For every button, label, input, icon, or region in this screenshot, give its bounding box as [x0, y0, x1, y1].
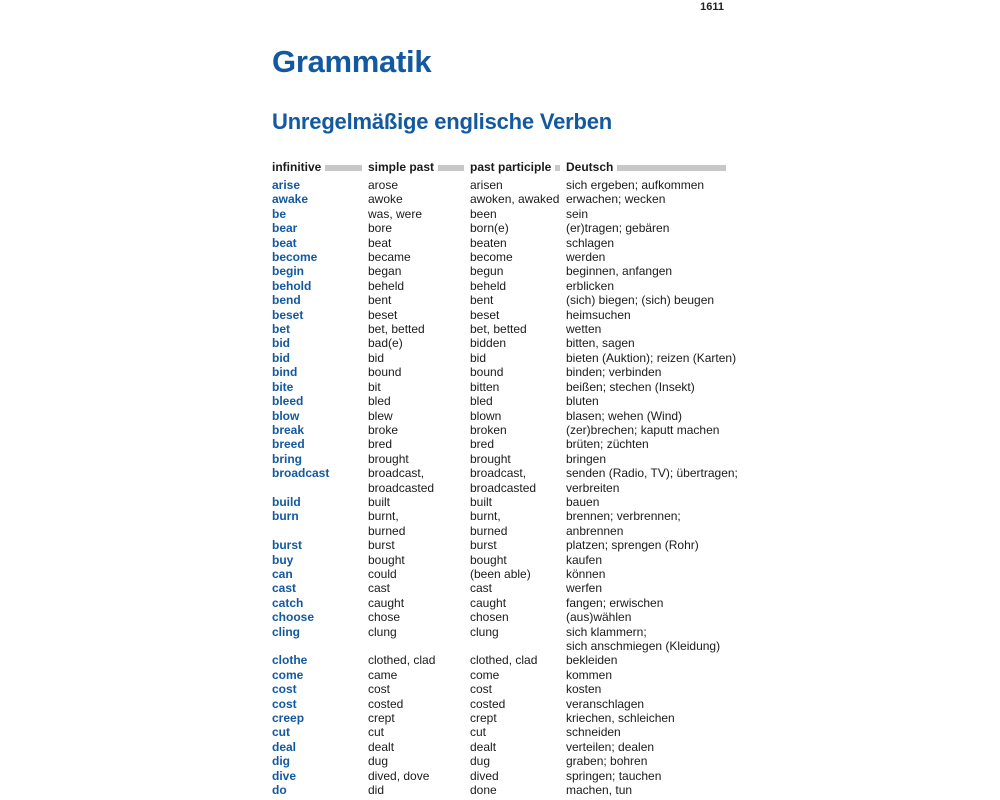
simple-past-cell: chose: [368, 610, 401, 625]
simple-past-cell: cost: [368, 682, 391, 697]
past-participle-cell: awoken, awaked: [470, 192, 560, 207]
infinitive-cell: cast: [272, 581, 297, 596]
table-row: [272, 481, 726, 495]
infinitive-cell: become: [272, 250, 318, 265]
infinitive-cell: build: [272, 494, 301, 509]
table-row: [272, 524, 726, 538]
header-label: infinitive: [272, 160, 322, 174]
table-row: [272, 754, 726, 768]
header-infinitive: [272, 160, 368, 174]
deutsch-cell: sein: [566, 206, 589, 221]
simple-past-cell: cut: [368, 725, 385, 740]
table-row: [272, 682, 726, 696]
infinitive-cell: [272, 639, 368, 653]
infinitive-cell: clothe: [272, 653, 308, 668]
infinitive-cell: dive: [272, 768, 297, 783]
simple-past-cell: clothed, clad: [368, 653, 436, 668]
past-participle-cell: bled: [470, 394, 493, 409]
deutsch-cell: beginnen, anfangen: [566, 264, 673, 279]
simple-past-cell: bit: [368, 379, 381, 394]
past-participle-cell: bet, betted: [470, 322, 527, 337]
simple-past-cell: built: [368, 494, 391, 509]
deutsch-cell: machen, tun: [566, 783, 633, 798]
infinitive-cell: bet: [272, 322, 290, 337]
header-label: past participle: [470, 160, 552, 174]
simple-past-cell: cast: [368, 581, 391, 596]
table-row: [272, 553, 726, 567]
deutsch-cell: bekleiden: [566, 653, 618, 668]
simple-past-cell: caught: [368, 595, 405, 610]
deutsch-cell: kosten: [566, 682, 602, 697]
table-row: [272, 409, 726, 423]
simple-past-cell: was, were: [368, 206, 423, 221]
past-participle-cell: cost: [470, 682, 493, 697]
infinitive-cell: break: [272, 422, 305, 437]
table-row: [272, 207, 726, 221]
past-participle-cell: broadcast,: [470, 466, 527, 481]
deutsch-cell: verbreiten: [566, 480, 620, 495]
deutsch-cell: kriechen, schleichen: [566, 711, 675, 726]
past-participle-cell: born(e): [470, 221, 509, 236]
simple-past-cell: dug: [368, 754, 389, 769]
simple-past-cell: bled: [368, 394, 391, 409]
table-row: [272, 365, 726, 379]
table-row: [272, 653, 726, 667]
past-participle-cell: clothed, clad: [470, 653, 538, 668]
simple-past-cell: came: [368, 667, 398, 682]
deutsch-cell: springen; tauchen: [566, 768, 662, 783]
infinitive-cell: burn: [272, 509, 299, 524]
deutsch-cell: beißen; stechen (Insekt): [566, 379, 695, 394]
past-participle-cell: [470, 639, 566, 653]
infinitive-cell: beset: [272, 307, 304, 322]
table-row: [272, 581, 726, 595]
header-label: simple past: [368, 160, 435, 174]
infinitive-cell: behold: [272, 278, 312, 293]
table-row: [272, 452, 726, 466]
deutsch-cell: blasen; wehen (Wind): [566, 408, 683, 423]
infinitive-cell: deal: [272, 739, 297, 754]
past-participle-cell: built: [470, 494, 493, 509]
simple-past-cell: became: [368, 250, 411, 265]
table-row: [272, 639, 726, 653]
infinitive-cell: cost: [272, 696, 297, 711]
deutsch-cell: sich anschmiegen (Kleidung): [566, 639, 721, 653]
infinitive-cell: cut: [272, 725, 290, 740]
simple-past-cell: bent: [368, 293, 392, 308]
deutsch-cell: erblicken: [566, 278, 615, 293]
infinitive-cell: bind: [272, 365, 298, 380]
simple-past-cell: crept: [368, 711, 395, 726]
table-row: [272, 538, 726, 552]
simple-past-cell: began: [368, 264, 402, 279]
deutsch-cell: bringen: [566, 451, 607, 466]
table-body: [272, 178, 738, 798]
simple-past-cell: bore: [368, 221, 393, 236]
verb-table: [272, 158, 738, 798]
deutsch-cell: fangen; erwischen: [566, 595, 664, 610]
past-participle-cell: beaten: [470, 235, 507, 250]
past-participle-cell: crept: [470, 711, 497, 726]
past-participle-cell: done: [470, 783, 497, 798]
past-participle-cell: bent: [470, 293, 494, 308]
past-participle-cell: bitten: [470, 379, 500, 394]
deutsch-cell: bauen: [566, 494, 600, 509]
simple-past-cell: bid: [368, 350, 385, 365]
simple-past-cell: bet, betted: [368, 322, 425, 337]
infinitive-cell: breed: [272, 437, 305, 452]
past-participle-cell: (been able): [470, 566, 531, 581]
simple-past-cell: awoke: [368, 192, 403, 207]
table-header: [272, 158, 726, 176]
table-row: [272, 221, 726, 235]
past-participle-cell: been: [470, 206, 497, 221]
infinitive-cell: bear: [272, 221, 298, 236]
deutsch-cell: heimsuchen: [566, 307, 631, 322]
infinitive-cell: bite: [272, 379, 294, 394]
deutsch-cell: binden; verbinden: [566, 365, 662, 380]
table-row: [272, 322, 726, 336]
past-participle-cell: burst: [470, 538, 497, 553]
deutsch-cell: verteilen; dealen: [566, 739, 655, 754]
table-row: [272, 178, 726, 192]
simple-past-cell: did: [368, 783, 385, 798]
table-row: [272, 423, 726, 437]
simple-past-cell: bought: [368, 552, 405, 567]
simple-past-cell: blew: [368, 408, 393, 423]
table-row: [272, 394, 726, 408]
past-participle-cell: broken: [470, 422, 507, 437]
simple-past-cell: beheld: [368, 278, 405, 293]
infinitive-cell: bleed: [272, 394, 304, 409]
table-row: [272, 293, 726, 307]
infinitive-cell: [272, 524, 368, 538]
deutsch-cell: sich ergeben; aufkommen: [566, 178, 705, 192]
infinitive-cell: choose: [272, 610, 315, 625]
deutsch-cell: graben; bohren: [566, 754, 648, 769]
simple-past-cell: broke: [368, 422, 399, 437]
past-participle-cell: bid: [470, 350, 487, 365]
table-row: [272, 264, 726, 278]
header-simple-past: [368, 160, 470, 174]
infinitive-cell: blow: [272, 408, 300, 423]
past-participle-cell: beset: [470, 307, 500, 322]
header-deutsch: [566, 160, 726, 174]
simple-past-cell: arose: [368, 178, 399, 192]
infinitive-cell: dig: [272, 754, 290, 769]
table-row: [272, 725, 726, 739]
past-participle-cell: become: [470, 250, 513, 265]
infinitive-cell: bid: [272, 350, 290, 365]
past-participle-cell: bought: [470, 552, 507, 567]
deutsch-cell: können: [566, 566, 606, 581]
past-participle-cell: clung: [470, 624, 499, 639]
past-participle-cell: burnt,: [470, 509, 501, 524]
simple-past-cell: burnt,: [368, 509, 399, 524]
infinitive-cell: begin: [272, 264, 304, 279]
header-rule: [617, 165, 726, 171]
past-participle-cell: bound: [470, 365, 504, 380]
deutsch-cell: bieten (Auktion); reizen (Karten): [566, 350, 737, 365]
past-participle-cell: bred: [470, 437, 495, 452]
infinitive-cell: creep: [272, 711, 305, 726]
past-participle-cell: caught: [470, 595, 507, 610]
table-row: [272, 740, 726, 754]
past-participle-cell: bidden: [470, 336, 507, 351]
header-rule: [555, 165, 560, 171]
deutsch-cell: werden: [566, 250, 606, 265]
past-participle-cell: brought: [470, 451, 511, 466]
simple-past-cell: burned: [368, 523, 406, 538]
past-participle-cell: dived: [470, 768, 499, 783]
simple-past-cell: costed: [368, 696, 404, 711]
infinitive-cell: buy: [272, 552, 294, 567]
deutsch-cell: platzen; sprengen (Rohr): [566, 538, 699, 553]
deutsch-cell: brennen; verbrennen;: [566, 509, 681, 524]
table-row: [272, 192, 726, 206]
past-participle-cell: blown: [470, 408, 502, 423]
table-row: [272, 350, 737, 365]
deutsch-cell: (aus)wählen: [566, 610, 632, 625]
infinitive-cell: broadcast: [272, 466, 330, 481]
simple-past-cell: bad(e): [368, 336, 403, 351]
infinitive-cell: awake: [272, 192, 309, 207]
infinitive-cell: arise: [272, 178, 301, 192]
deutsch-cell: schneiden: [566, 725, 621, 740]
past-participle-cell: beheld: [470, 278, 507, 293]
infinitive-cell: bring: [272, 451, 302, 466]
simple-past-cell: broadcast,: [368, 466, 425, 481]
page-title: Grammatik: [272, 44, 432, 79]
past-participle-cell: come: [470, 667, 500, 682]
deutsch-cell: bluten: [566, 394, 599, 409]
simple-past-cell: brought: [368, 451, 409, 466]
table-row: [272, 567, 726, 581]
deutsch-cell: anbrennen: [566, 523, 624, 538]
table-row: [272, 250, 726, 264]
header-rule: [438, 165, 464, 171]
simple-past-cell: bred: [368, 437, 393, 452]
table-row: [272, 236, 726, 250]
table-row: [272, 308, 726, 322]
deutsch-cell: kaufen: [566, 552, 603, 567]
table-row: [272, 668, 726, 682]
table-row: [272, 625, 726, 639]
deutsch-cell: (sich) biegen; (sich) beugen: [566, 293, 715, 308]
infinitive-cell: burst: [272, 538, 302, 553]
table-row: [272, 596, 726, 610]
past-participle-cell: chosen: [470, 610, 509, 625]
simple-past-cell: dived, dove: [368, 768, 430, 783]
infinitive-cell: bid: [272, 336, 290, 351]
past-participle-cell: broadcasted: [470, 480, 537, 495]
infinitive-cell: cost: [272, 682, 297, 697]
infinitive-cell: do: [272, 783, 287, 798]
infinitive-cell: catch: [272, 595, 304, 610]
past-participle-cell: begun: [470, 264, 504, 279]
table-row: [272, 466, 738, 481]
deutsch-cell: brüten; züchten: [566, 437, 649, 452]
table-row: [272, 783, 726, 797]
table-row: [272, 711, 726, 725]
section-heading: Unregelmäßige englische Verben: [272, 109, 613, 134]
infinitive-cell: beat: [272, 235, 297, 250]
simple-past-cell: beat: [368, 235, 392, 250]
table-row: [272, 769, 726, 783]
header-rule: [325, 165, 362, 171]
past-participle-cell: dug: [470, 754, 491, 769]
deutsch-cell: schlagen: [566, 235, 615, 250]
deutsch-cell: erwachen; wecken: [566, 192, 666, 207]
simple-past-cell: broadcasted: [368, 480, 435, 495]
deutsch-cell: werfen: [566, 581, 603, 596]
infinitive-cell: be: [272, 206, 287, 221]
deutsch-cell: (zer)brechen; kaputt machen: [566, 422, 720, 437]
header-past-participle: [470, 160, 566, 174]
simple-past-cell: burst: [368, 538, 395, 553]
past-participle-cell: burned: [470, 523, 508, 538]
simple-past-cell: bound: [368, 365, 402, 380]
simple-past-cell: dealt: [368, 739, 395, 754]
table-row: [272, 495, 726, 509]
simple-past-cell: clung: [368, 624, 397, 639]
infinitive-cell: bend: [272, 293, 301, 308]
deutsch-cell: sich klammern;: [566, 624, 647, 639]
deutsch-cell: veranschlagen: [566, 696, 645, 711]
deutsch-cell: (er)tragen; gebären: [566, 221, 670, 236]
past-participle-cell: cast: [470, 581, 493, 596]
past-participle-cell: arisen: [470, 178, 503, 192]
simple-past-cell: beset: [368, 307, 398, 322]
page-number: 1611: [700, 1, 724, 13]
table-row: [272, 437, 726, 451]
past-participle-cell: costed: [470, 696, 506, 711]
table-row: [272, 336, 726, 350]
table-row: [272, 380, 726, 394]
table-row: [272, 610, 726, 624]
header-label: Deutsch: [566, 160, 614, 174]
table-row: [272, 279, 726, 293]
infinitive-cell: cling: [272, 624, 301, 639]
infinitive-cell: can: [272, 566, 293, 581]
table-row: [272, 697, 726, 711]
past-participle-cell: dealt: [470, 739, 497, 754]
infinitive-cell: come: [272, 667, 304, 682]
deutsch-cell: senden (Radio, TV); übertragen;: [566, 466, 738, 481]
simple-past-cell: could: [368, 566, 397, 581]
past-participle-cell: cut: [470, 725, 487, 740]
infinitive-cell: [272, 481, 368, 495]
simple-past-cell: [368, 639, 470, 653]
deutsch-cell: bitten, sagen: [566, 336, 635, 351]
deutsch-cell: kommen: [566, 667, 613, 682]
table-row: [272, 509, 726, 523]
deutsch-cell: wetten: [566, 322, 602, 337]
